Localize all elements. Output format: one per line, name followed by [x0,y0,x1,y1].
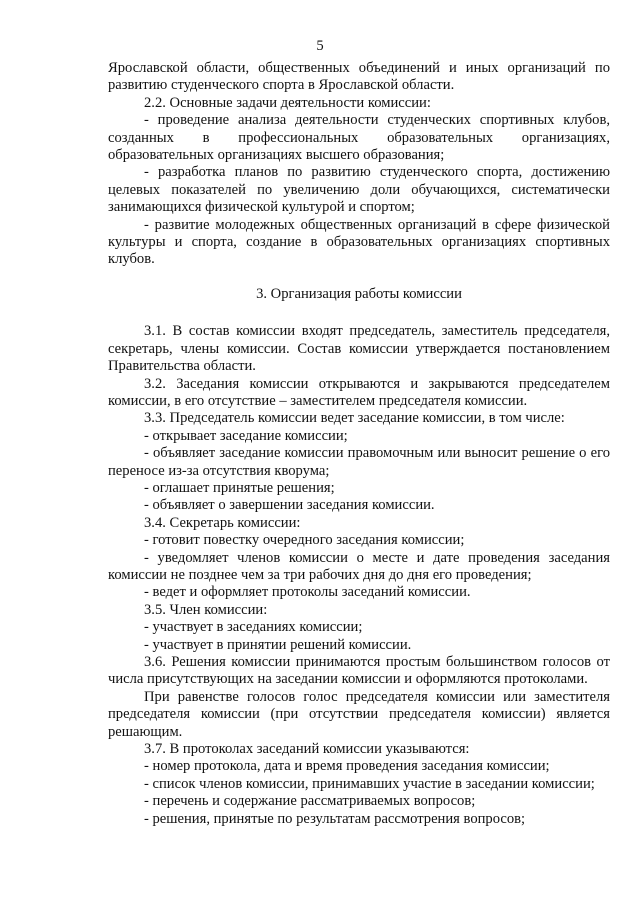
list-item: - список членов комиссии, принимавших участие в заседании комиссии; [144,775,595,792]
list-item: - объявляет заседание комиссии правомочным или выносит решение о его переносе из-за отсутствия кворума; [108,445,610,479]
paragraph-3-6-tie: При равенстве голосов голос председателя комиссии или заместителя председателя комиссии (при отсутствии председателя комиссии) является решающим. [108,688,610,740]
list-item: - оглашает принятые решения; [144,479,335,496]
section-heading: 3. Организация работы комиссии [256,285,462,302]
paragraph-3-5: 3.5. Член комиссии: [144,601,268,618]
item-2-2: 2.2. Основные задачи деятельности комиссии: [144,94,431,111]
task-item: - проведение анализа деятельности студенческих спортивных клубов, созданных в профессиональных образовательных организациях, образовательных организациях высшего образования; [108,112,610,164]
list-item: - решения, принятые по результатам рассмотрения вопросов; [144,810,526,827]
paragraph-3-1: 3.1. В состав комиссии входят председатель, заместитель председателя, секретарь, члены комиссии. Состав комиссии утверждается постановлением Правительства области. [108,323,610,375]
list-item: - участвует в заседаниях комиссии; [144,619,363,636]
list-item: - перечень и содержание рассматриваемых вопросов; [144,793,476,810]
paragraph-3-7: 3.7. В протоколах заседаний комиссии указываются: [144,741,470,758]
list-item: - уведомляет членов комиссии о месте и дате проведения заседания комиссии не позднее чем за три рабочих дня до дня его проведения; [108,549,610,583]
page-number: 5 [316,38,324,54]
paragraph-3-4: 3.4. Секретарь комиссии: [144,514,301,531]
paragraph-3-6: 3.6. Решения комиссии принимаются простым большинством голосов от числа присутствующих на заседании комиссии и оформляются протоколами. [108,654,610,688]
section2-intro: Ярославской области, общественных объединений и иных организаций по развитию студенческого спорта в Ярославской области. [108,60,610,94]
list-item: - ведет и оформляет протоколы заседаний комиссии. [144,584,471,601]
task-item: - развитие молодежных общественных организаций в сфере физической культуры и спорта, создание в образовательных организациях спортивных клубов. [108,216,610,268]
task-item: - разработка планов по развитию студенческого спорта, достижению целевых показателей по увеличению доли обучающихся, систематически занимающихся физической культурой и спортом; [108,164,610,216]
list-item: - объявляет о завершении заседания комиссии. [144,497,435,514]
list-item: - готовит повестку очередного заседания комиссии; [144,532,465,549]
list-item: - открывает заседание комиссии; [144,427,348,444]
list-item: - номер протокола, дата и время проведения заседания комиссии; [144,758,550,775]
document-body [108,60,610,828]
paragraph-3-2: 3.2. Заседания комиссии открываются и закрываются председателем комиссии, в его отсутствие – заместителем председателя комиссии. [108,375,610,409]
list-item: - участвует в принятии решений комиссии. [144,636,412,653]
paragraph-3-3: 3.3. Председатель комиссии ведет заседание комиссии, в том числе: [144,410,565,427]
